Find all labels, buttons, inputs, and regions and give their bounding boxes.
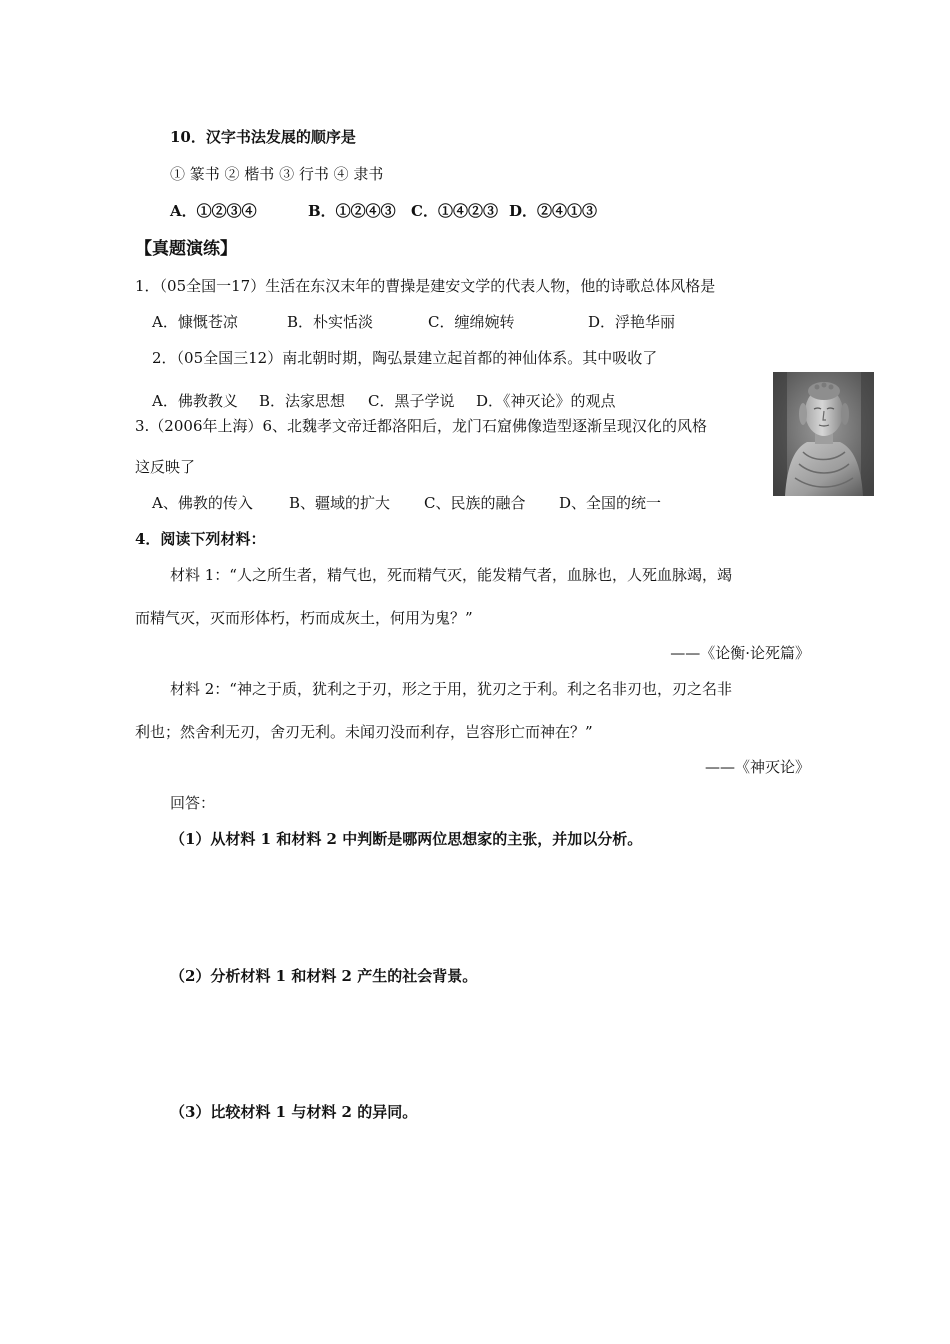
q2-option-b: B．法家思想	[259, 392, 346, 410]
material2-line1: 材料 2：“神之于质，犹利之于刃，形之于用，犹刃之于利。利之名非刃也，刃之名非	[170, 680, 732, 698]
buddha-statue-image	[773, 372, 874, 496]
q10-option-d: D．②④①③	[509, 202, 598, 220]
q10-option-b: B．①②④③	[308, 202, 396, 220]
material2-line2: 利也；然舍利无刃，舍刃无利。未闻刃没而利存，岂容形亡而神在？”	[135, 723, 593, 741]
subquestion-2: （2）分析材料 1 和材料 2 产生的社会背景。	[170, 967, 478, 985]
q1-option-b: B．朴实恬淡	[287, 313, 374, 331]
material1-line2: 而精气灭，灭而形体朽，朽而成灰土，何用为鬼？”	[135, 609, 473, 627]
material2-source: ——《神灭论》	[704, 758, 810, 776]
q10-items: ① 篆书 ② 楷书 ③ 行书 ④ 隶书	[170, 165, 384, 183]
subquestion-1: （1）从材料 1 和材料 2 中判断是哪两位思想家的主张，并加以分析。	[170, 830, 643, 848]
q3-option-b: B、疆域的扩大	[289, 494, 391, 512]
q3-option-a: A、佛教的传入	[152, 494, 253, 512]
q10-options	[170, 201, 597, 221]
q2-option-a: A．佛教教义	[152, 392, 238, 410]
q3-stem-line1: 3.（2006年上海）6、北魏孝文帝迁都洛阳后，龙门石窟佛像造型逐渐呈现汉化的风格	[135, 417, 708, 435]
q2-stem: 2．（05全国三12）南北朝时期，陶弘景建立起首都的神仙体系。其中吸收了	[152, 349, 658, 367]
q10-option-c: C．①④②③	[411, 202, 498, 220]
q3-options	[152, 493, 661, 513]
section-title: 【真题演练】	[135, 239, 237, 259]
q1-option-d: D．浮艳华丽	[588, 313, 676, 331]
q3-option-d: D、全国的统一	[559, 494, 662, 512]
material1-line1: 材料 1：“人之所生者，精气也，死而精气灭，能发精气者，血脉也，人死血脉竭，竭	[170, 566, 732, 584]
q10-stem: 10．汉字书法发展的顺序是	[170, 128, 356, 146]
q3-stem-line2: 这反映了	[135, 458, 196, 476]
q1-stem: 1．（05全国一17）生活在东汉末年的曹操是建安文学的代表人物，他的诗歌总体风格是	[135, 277, 716, 295]
q1-options	[152, 312, 675, 332]
q4-stem: 4．阅读下列材料：	[135, 530, 266, 548]
q3-option-c: C、民族的融合	[424, 494, 526, 512]
answer-label: 回答：	[170, 794, 216, 812]
subquestion-3: （3）比较材料 1 与材料 2 的异同。	[170, 1103, 418, 1121]
q10-option-a: A．①②③④	[170, 202, 257, 220]
q2-option-d: D．《神灭论》的观点	[476, 392, 616, 410]
q2-option-c: C．黑子学说	[368, 392, 455, 410]
q2-options	[152, 391, 616, 411]
q1-option-a: A．慷慨苍凉	[152, 313, 238, 331]
buddha-statue-icon	[773, 372, 874, 496]
material1-source: ——《论衡·论死篇》	[670, 644, 810, 662]
q1-option-c: C．缠绵婉转	[428, 313, 515, 331]
